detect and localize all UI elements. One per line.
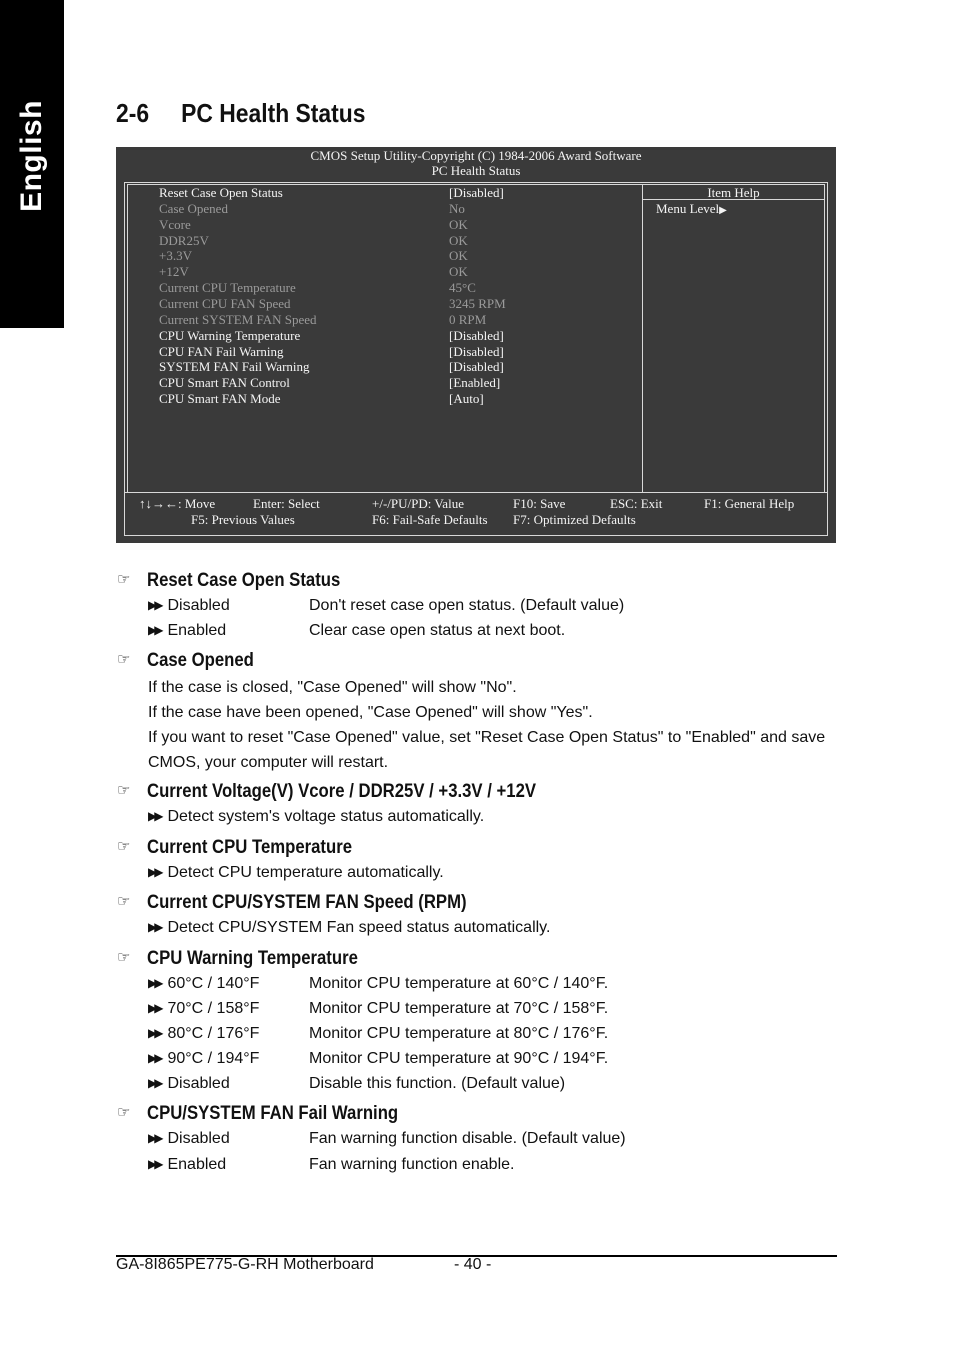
footer-exit: ESC: Exit — [610, 496, 663, 511]
bios-setting-row — [159, 280, 476, 296]
footer-move: ↑↓→←: Move — [139, 496, 216, 511]
heading-case-opened: ☞ Case Opened — [117, 650, 254, 671]
bios-setting-label: Current CPU Temperature — [159, 280, 296, 296]
bios-setting-row[interactable] — [159, 391, 484, 407]
bios-setting-label: +12V — [159, 264, 189, 280]
bios-setting-value: [Disabled] — [449, 359, 504, 375]
footer-help: F1: General Help — [704, 496, 795, 511]
side-tab-label: English — [15, 100, 48, 212]
bios-setting-row — [159, 264, 468, 280]
bios-setting-row — [159, 248, 468, 264]
double-arrow-icon: ▶▶ — [148, 976, 161, 990]
bios-setting-label: Reset Case Open Status — [159, 185, 283, 200]
option-row: ▶▶ Detect CPU/SYSTEM Fan speed status automatically. — [148, 919, 551, 936]
option-row: ▶▶ 70°C / 158°F Monitor CPU temperature at 70°C / 158°F. — [148, 1000, 609, 1017]
pointing-hand-icon: ☞ — [117, 782, 131, 799]
double-arrow-icon: ▶▶ — [148, 1026, 161, 1040]
bios-setting-label: CPU FAN Fail Warning — [159, 343, 284, 359]
pointing-hand-icon: ☞ — [117, 838, 131, 855]
double-arrow-icon: ▶▶ — [148, 1076, 161, 1090]
section-title: PC Health Status — [181, 98, 366, 128]
bios-page-title: PC Health Status — [431, 163, 521, 178]
heading-voltage: ☞ Current Voltage(V) Vcore / DDR25V / +3.3V / +12V — [117, 781, 537, 802]
double-arrow-icon: ▶▶ — [148, 865, 161, 879]
footer-model: GA-8I865PE775-G-RH Motherboard — [116, 1256, 374, 1273]
bios-setting-label: +3.3V — [159, 248, 192, 264]
pointing-hand-icon: ☞ — [117, 1104, 131, 1121]
option-row: ▶▶ Detect CPU temperature automatically. — [148, 864, 444, 881]
pointing-hand-icon: ☞ — [117, 893, 131, 910]
bios-setting-row[interactable] — [159, 343, 504, 360]
bios-setting-value: [Disabled] — [449, 327, 504, 343]
bios-screenshot — [116, 147, 836, 543]
double-arrow-icon: ▶▶ — [148, 623, 161, 637]
option-row: ▶▶ 90°C / 194°F Monitor CPU temperature at 90°C / 194°F. — [148, 1050, 609, 1067]
bios-setting-value: OK — [449, 248, 468, 264]
double-arrow-icon: ▶▶ — [148, 1051, 161, 1065]
bios-setting-value: OK — [449, 232, 468, 248]
footer-prev: F5: Previous Values — [191, 512, 295, 527]
bios-setting-value: OK — [449, 216, 468, 232]
footer-value: +/-/PU/PD: Value — [372, 496, 464, 511]
bios-setting-value: [Disabled] — [449, 343, 504, 359]
option-row: ▶▶ 60°C / 140°F Monitor CPU temperature at 60°C / 140°F. — [148, 975, 609, 992]
option-row: ▶▶ Enabled Fan warning function enable. — [148, 1156, 515, 1173]
double-arrow-icon: ▶▶ — [148, 1001, 161, 1015]
bios-setting-value: 0 RPM — [449, 311, 487, 327]
case-opened-description: If the case is closed, "Case Opened" will show "No". If the case have been opened, "Case Opened" will show "Yes". If you want to reset "Case Opened" value, set "Reset Case Open Status" to "Enabled" and save CMOS, your computer will restart. — [148, 679, 826, 771]
item-help-title: Item Help — [707, 185, 760, 200]
footer-save: F10: Save — [513, 496, 566, 511]
page-number: - 40 - — [454, 1256, 492, 1273]
bios-setting-label: SYSTEM FAN Fail Warning — [159, 359, 310, 375]
bios-column-divider — [642, 184, 643, 493]
footer-optimized: F7: Optimized Defaults — [513, 512, 636, 527]
bios-setting-value: OK — [449, 264, 468, 280]
footer-failsafe: F6: Fail-Safe Defaults — [372, 512, 488, 527]
heading-reset-case: ☞ Reset Case Open Status — [117, 570, 341, 591]
heading-fan-fail-warning: ☞ CPU/SYSTEM FAN Fail Warning — [117, 1103, 399, 1124]
bios-setting-row[interactable] — [159, 185, 504, 201]
bios-setting-value: No — [449, 200, 465, 216]
pointing-hand-icon: ☞ — [117, 571, 131, 588]
bios-setting-label: CPU Warning Temperature — [159, 327, 301, 343]
bios-setting-row — [159, 311, 487, 328]
heading-cpu-temperature: ☞ Current CPU Temperature — [117, 837, 353, 858]
bios-setting-row — [159, 216, 468, 233]
option-row: ▶▶ 80°C / 176°F Monitor CPU temperature at 80°C / 176°F. — [148, 1025, 609, 1042]
menu-level-label: Menu Level — [656, 201, 720, 216]
bios-setting-label: Current CPU FAN Speed — [159, 295, 291, 311]
bios-copyright: CMOS Setup Utility-Copyright (C) 1984-2006 Award Software — [310, 148, 642, 163]
bios-footer-divider — [124, 492, 828, 493]
double-arrow-icon: ▶▶ — [148, 809, 161, 823]
bios-setting-label: Case Opened — [159, 200, 228, 216]
bios-setting-value: 3245 RPM — [449, 295, 506, 311]
double-arrow-icon: ▶▶ — [148, 598, 161, 612]
option-row: ▶▶ Enabled Clear case open status at next boot. — [148, 622, 566, 639]
double-arrow-icon: ▶▶ — [148, 1131, 161, 1145]
pointing-hand-icon: ☞ — [117, 949, 131, 966]
menu-level — [656, 201, 727, 217]
option-row: ▶▶ Disabled Don't reset case open status. (Default value) — [148, 597, 625, 614]
bios-setting-row[interactable] — [159, 359, 504, 375]
double-arrow-icon: ▶▶ — [148, 920, 161, 934]
triangle-right-icon: ▶ — [719, 205, 727, 216]
bios-setting-label: Vcore — [159, 216, 191, 232]
section-number: 2-6 — [116, 98, 150, 128]
bios-setting-value: 45°C — [449, 280, 476, 296]
pointing-hand-icon: ☞ — [117, 651, 131, 668]
bios-setting-row — [159, 295, 506, 312]
page-title — [116, 98, 365, 129]
bios-setting-row — [159, 200, 465, 217]
footer-enter: Enter: Select — [253, 496, 320, 511]
bios-setting-row[interactable] — [159, 327, 504, 344]
bios-setting-value: [Enabled] — [449, 375, 501, 391]
bios-setting-label: CPU Smart FAN Control — [159, 375, 290, 391]
option-row: ▶▶ Disabled Fan warning function disable. (Default value) — [148, 1130, 626, 1147]
double-arrow-icon: ▶▶ — [148, 1157, 161, 1171]
bios-setting-label: Current SYSTEM FAN Speed — [159, 311, 317, 327]
heading-cpu-warning-temperature: ☞ CPU Warning Temperature — [117, 948, 358, 969]
bios-setting-value: [Disabled] — [449, 185, 504, 200]
bios-setting-label: CPU Smart FAN Mode — [159, 391, 281, 407]
option-row: ▶▶ Disabled Disable this function. (Default value) — [148, 1075, 566, 1092]
option-row: ▶▶ Detect system's voltage status automatically. — [148, 808, 485, 825]
bios-setting-row[interactable] — [159, 375, 501, 391]
bios-setting-row — [159, 232, 468, 249]
bios-setting-value: [Auto] — [449, 391, 484, 407]
bios-setting-label: DDR25V — [159, 232, 209, 248]
language-side-tab — [0, 0, 64, 328]
heading-fan-speed: ☞ Current CPU/SYSTEM FAN Speed (RPM) — [117, 892, 467, 913]
